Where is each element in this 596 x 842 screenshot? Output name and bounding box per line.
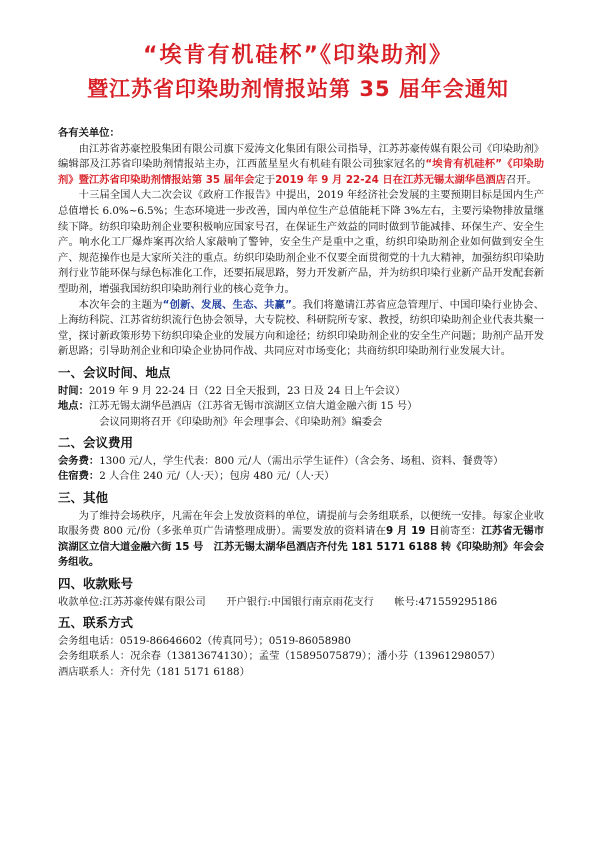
section-heading-account: 四、收款账号 bbox=[58, 576, 134, 592]
place-value: 江苏无锡太湖华邑酒店（江苏省无锡市滨湖区立信大道金融六街 15 号） bbox=[88, 400, 418, 413]
other-body: 为了维持会场秩序，凡需在年会上发放资料的单位，请提前与会务组联系，以便统一安排。每家企业收取服务费 800 元/份（多张单页广告请整理成册）。需要发放的资料请在 bbox=[58, 509, 544, 538]
salutation: 各有关单位： bbox=[58, 127, 120, 139]
bank-account-line: 收款单位:江苏苏豪传媒有限公司 开户银行:中国银行南京雨花支行 帐号:471559295186 bbox=[58, 595, 498, 608]
event-date-place: 2019 年 9 月 22-24 日在江苏无锡太湖华邑酒店 bbox=[275, 173, 506, 186]
title-line-1: “埃肯有机硅杯”《印染助剂》 bbox=[143, 43, 453, 68]
fee-value: 1300 元/人，学生代表：800 元/人（需出示学生证件）（含会务、场租、资料、餐费等） bbox=[99, 454, 504, 467]
lodging-value: 2 人合住 240 元/（人·天）；包房 480 元/（人·天） bbox=[99, 470, 335, 483]
section-heading-fees: 二、会议费用 bbox=[58, 435, 134, 451]
section-heading-time-place: 一、会议时间、地点 bbox=[58, 364, 171, 380]
intro-lead: 由江苏省苏豪控股集团有限公司旗下爱涛文化集团有限公司指导，江苏苏豪传媒有限公司《印染助剂》编辑部及江苏省印染助剂情报站主办，江西蓝星星火有机硅有限公司独家冠名的 bbox=[58, 142, 544, 171]
lodging-fee bbox=[58, 469, 544, 485]
theme-paragraph bbox=[58, 298, 544, 360]
notice-body bbox=[58, 126, 544, 681]
event-name: “埃肯有机硅杯”《印染助剂》暨江苏省印染助剂情报站第 35 届年会 bbox=[58, 158, 544, 186]
lodging-label: 住宿费： bbox=[58, 470, 100, 483]
intro-paragraph bbox=[58, 142, 544, 189]
fee-label: 会务费： bbox=[58, 454, 100, 467]
place-label: 地点： bbox=[58, 400, 89, 413]
meeting-note: 会议同期将召开《印染助剂》年会理事会、《印染助剂》编委会 bbox=[99, 415, 383, 428]
title-line-2: 暨江苏省印染助剂情报站第 35 届年会通知 bbox=[87, 77, 509, 101]
section-heading-contact: 五、联系方式 bbox=[58, 615, 134, 631]
section-heading-other: 三、其他 bbox=[58, 490, 109, 506]
meeting-theme: “创新、发展、生态、共赢” bbox=[162, 298, 292, 311]
theme-tail: 。我们将邀请江苏省应急管理厅、中国印染行业协会、上海纺科院、江苏省纺织流行色协会领导，大专院校、科研院所专家、教授，纺织印染助剂企业代表共聚一堂，探讨新政策形势下纺织印染企业的发展方向和途径；纺织印染助剂企业的安全生产问题；助剂产品开发新思路；引导助剂企业和印染企业协同作战、共同应对市场变化；共商纺织印染助剂行业发展大计。 bbox=[58, 298, 544, 358]
contact-persons: 会务组联系人：况余春（13813674130）；孟莹（15895075879）；潘小芬（13961298057） bbox=[58, 650, 501, 663]
hotel-contact: 酒店联系人：齐付先（181 5171 6188） bbox=[58, 666, 250, 678]
other-paragraph bbox=[58, 509, 544, 571]
mailing-address: 江苏省无锡市滨湖区立信大道金融六街 15 号 江苏无锡太湖华邑酒店齐付先 181 5171 6188 转《印染助剂》年会会务组收。 bbox=[58, 525, 545, 569]
time-label: 时间： bbox=[58, 384, 89, 397]
intro-mid: 定于 bbox=[254, 173, 276, 186]
meeting-place bbox=[58, 399, 544, 415]
background-paragraph: 十三届全国人大二次会议《政府工作报告》中提出，2019 年经济社会发展的主要预期目标是国内生产总值增长 6.0%~6.5%；生态环境进一步改善，国内单位生产总值能耗下降 3%左右，主要污染物排放量继续下降。纺织印染助剂企业要积极响应国家号召，在保证生产效益的同时做到节能减排、环保生产、安全生产。响水化工厂爆炸案再次给人家敲响了警钟，安全生产是重中之重，纺织印染助剂企业如何做到安全生产、规范操作也是大家所关注的重点。纺织印染助剂企业不仅要全面贯彻党的十九大精神，加强纺织印染助剂行业节能环保与绿色标准化工作，还要拓展思路，努力开发新产品，并为纺织印染行业新产品开发配套新型助剂，增强我国纺织印染助剂行业的核心竞争力。 bbox=[58, 189, 544, 295]
time-value: 2019 年 9 月 22-24 日（22 日全天报到，23 日及 24 日上午会议） bbox=[88, 384, 406, 397]
other-mid: 前寄至： bbox=[439, 525, 482, 538]
contact-phone: 会务组电话：0519-86646602（传真同号）；0519-86058980 bbox=[58, 634, 351, 647]
submission-deadline: 9 月 19 日 bbox=[386, 525, 440, 538]
intro-tail: 召开。 bbox=[505, 173, 537, 186]
theme-lead: 本次年会的主题为 bbox=[78, 298, 163, 311]
conference-fee bbox=[58, 454, 544, 470]
meeting-time bbox=[58, 384, 544, 400]
